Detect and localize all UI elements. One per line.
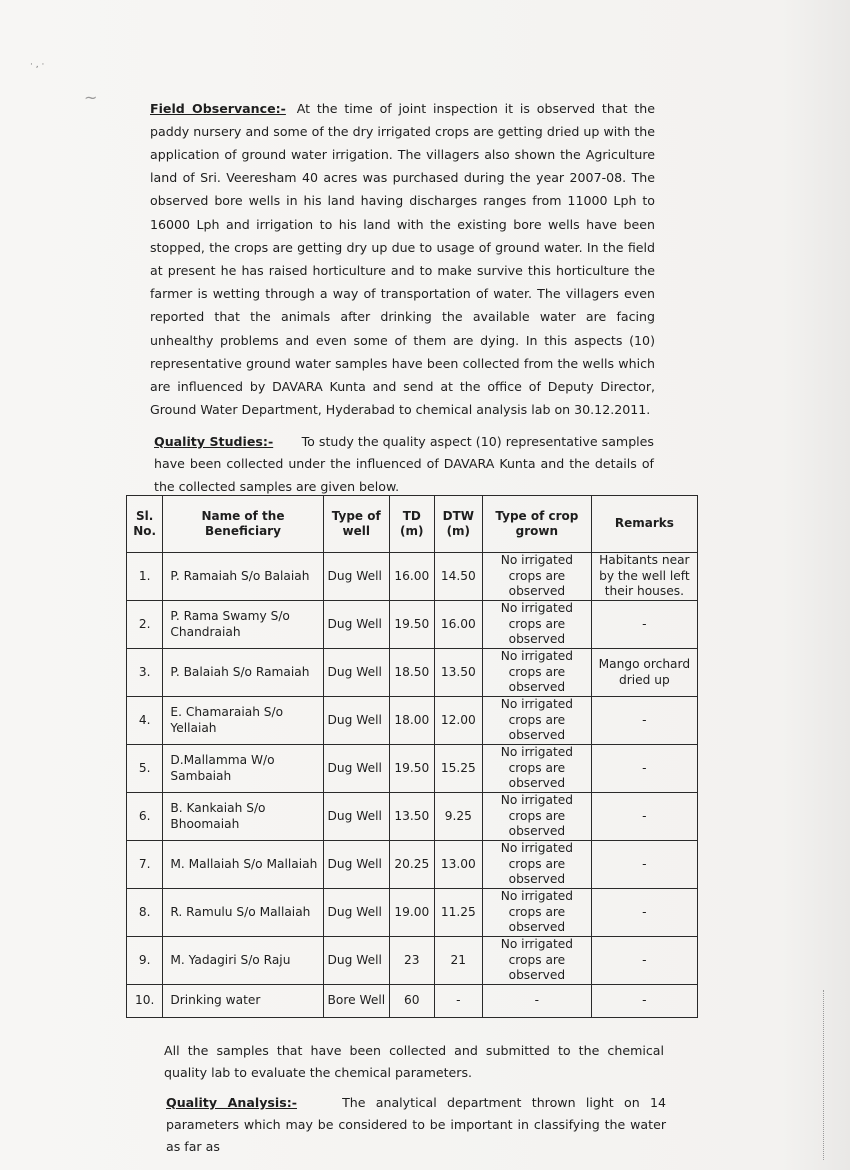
cell-remarks: - <box>591 793 697 841</box>
cell-type: Dug Well <box>323 697 389 745</box>
quality-studies-heading: Quality Studies:- <box>154 433 274 449</box>
cell-td: 16.00 <box>389 553 434 601</box>
cell-td: 19.00 <box>389 889 434 937</box>
cell-no: 4. <box>127 697 163 745</box>
field-observance-text: At the time of joint inspection it is observed that the paddy nursery and some of the dry irrigated crops are getting dried up with the application of ground water irrigation. The villagers also shown the Agriculture land of Sri. Veeresham 40 acres was purchased during the year 2007-08. The observed bore wells in his land having discharges ranges from 11000 Lph to 16000 Lph and irrigation to his land with the existing bore wells have been stopped, the crops are getting dry up due to usage of ground water. In the field at present he has raised horticulture and to make survive this horticulture the farmer is wetting through a way of transportation of water. The villagers even reported that the animals after drinking the available water are facing unhealthy problems and even some of them are dying. In this aspects (10) representative ground water samples have been collected from the wells which are influenced by DAVARA Kunta and send at the office of Deputy Director, Ground Water Department, Hyderabad to chemical analysis lab on 30.12.2011. <box>150 100 655 418</box>
header-type: Type of well <box>323 496 389 553</box>
table-row <box>127 745 698 793</box>
quality-studies-paragraph <box>154 431 654 499</box>
cell-name: R. Ramulu S/o Mallaiah <box>163 889 323 937</box>
cell-crop: No irrigated crops are observed <box>483 553 592 601</box>
cell-no: 5. <box>127 745 163 793</box>
cell-remarks: Habitants near by the well left their houses. <box>591 553 697 601</box>
quality-analysis-heading: Quality Analysis:- <box>166 1094 297 1110</box>
table-row <box>127 841 698 889</box>
cell-crop: No irrigated crops are observed <box>483 697 592 745</box>
cell-type: Dug Well <box>323 841 389 889</box>
table-row <box>127 985 698 1018</box>
cell-no: 10. <box>127 985 163 1018</box>
table-row <box>127 649 698 697</box>
cell-crop: No irrigated crops are observed <box>483 745 592 793</box>
cell-no: 1. <box>127 553 163 601</box>
cell-type: Bore Well <box>323 985 389 1018</box>
cell-remarks: - <box>591 601 697 649</box>
cell-name: M. Mallaiah S/o Mallaiah <box>163 841 323 889</box>
cell-name: Drinking water <box>163 985 323 1018</box>
scan-speck: · , · <box>30 60 45 70</box>
cell-type: Dug Well <box>323 601 389 649</box>
cell-dtw: 13.00 <box>434 841 482 889</box>
quality-studies-text: To study the quality aspect (10) representative samples have been collected under the influenced of DAVARA Kunta and the details of the collected samples are given below. <box>154 433 654 494</box>
scan-smudge: ~ <box>84 88 98 107</box>
header-dtw: DTW (m) <box>434 496 482 553</box>
cell-remarks: - <box>591 937 697 985</box>
cell-remarks: - <box>591 985 697 1018</box>
table-row <box>127 889 698 937</box>
cell-crop: No irrigated crops are observed <box>483 649 592 697</box>
cell-dtw: 12.00 <box>434 697 482 745</box>
cell-crop: No irrigated crops are observed <box>483 889 592 937</box>
header-crop: Type of crop grown <box>483 496 592 553</box>
cell-td: 18.50 <box>389 649 434 697</box>
cell-crop: No irrigated crops are observed <box>483 841 592 889</box>
cell-remarks: - <box>591 841 697 889</box>
cell-type: Dug Well <box>323 889 389 937</box>
cell-dtw: 16.00 <box>434 601 482 649</box>
cell-dtw: 13.50 <box>434 649 482 697</box>
cell-dtw: 14.50 <box>434 553 482 601</box>
field-observance-heading: Field Observance:- <box>150 100 286 116</box>
header-sl-no: Sl. No. <box>127 496 163 553</box>
cell-name: P. Ramaiah S/o Balaiah <box>163 553 323 601</box>
table-header-row <box>127 496 698 553</box>
cell-no: 6. <box>127 793 163 841</box>
cell-dtw: 11.25 <box>434 889 482 937</box>
cell-no: 7. <box>127 841 163 889</box>
cell-td: 20.25 <box>389 841 434 889</box>
cell-type: Dug Well <box>323 937 389 985</box>
quality-analysis-text: The analytical department thrown light on 14 parameters which may be considered to be important in classifying the water as far as <box>166 1094 666 1154</box>
cell-remarks: - <box>591 697 697 745</box>
cell-no: 8. <box>127 889 163 937</box>
cell-td: 19.50 <box>389 601 434 649</box>
cell-name: B. Kankaiah S/o Bhoomaiah <box>163 793 323 841</box>
cell-name: M. Yadagiri S/o Raju <box>163 937 323 985</box>
cell-td: 18.00 <box>389 697 434 745</box>
header-td: TD (m) <box>389 496 434 553</box>
cell-remarks: - <box>591 745 697 793</box>
cell-remarks: - <box>591 889 697 937</box>
quality-analysis-paragraph <box>166 1092 666 1158</box>
cell-dtw: - <box>434 985 482 1018</box>
cell-crop: No irrigated crops are observed <box>483 601 592 649</box>
cell-td: 19.50 <box>389 745 434 793</box>
cell-name: P. Balaiah S/o Ramaiah <box>163 649 323 697</box>
cell-crop: - <box>483 985 592 1018</box>
header-remarks: Remarks <box>591 496 697 553</box>
cell-type: Dug Well <box>323 793 389 841</box>
table-row <box>127 793 698 841</box>
cell-dtw: 21 <box>434 937 482 985</box>
cell-type: Dug Well <box>323 649 389 697</box>
table-row <box>127 601 698 649</box>
cell-no: 3. <box>127 649 163 697</box>
scan-edge-dots <box>823 990 826 1160</box>
cell-td: 60 <box>389 985 434 1018</box>
cell-type: Dug Well <box>323 745 389 793</box>
header-name: Name of the Beneficiary <box>163 496 323 553</box>
cell-dtw: 9.25 <box>434 793 482 841</box>
cell-name: D.Mallamma W/o Sambaiah <box>163 745 323 793</box>
table-row <box>127 937 698 985</box>
cell-name: E. Chamaraiah S/o Yellaiah <box>163 697 323 745</box>
samples-table <box>126 495 698 1018</box>
cell-crop: No irrigated crops are observed <box>483 937 592 985</box>
cell-no: 2. <box>127 601 163 649</box>
cell-td: 23 <box>389 937 434 985</box>
table-row <box>127 553 698 601</box>
table-row <box>127 697 698 745</box>
field-observance-paragraph <box>150 97 655 422</box>
cell-no: 9. <box>127 937 163 985</box>
cell-crop: No irrigated crops are observed <box>483 793 592 841</box>
cell-name: P. Rama Swamy S/o Chandraiah <box>163 601 323 649</box>
samples-note-paragraph: All the samples that have been collected and submitted to the chemical quality lab to evaluate the chemical parameters. <box>164 1042 664 1080</box>
cell-dtw: 15.25 <box>434 745 482 793</box>
cell-remarks: Mango orchard dried up <box>591 649 697 697</box>
cell-td: 13.50 <box>389 793 434 841</box>
cell-type: Dug Well <box>323 553 389 601</box>
